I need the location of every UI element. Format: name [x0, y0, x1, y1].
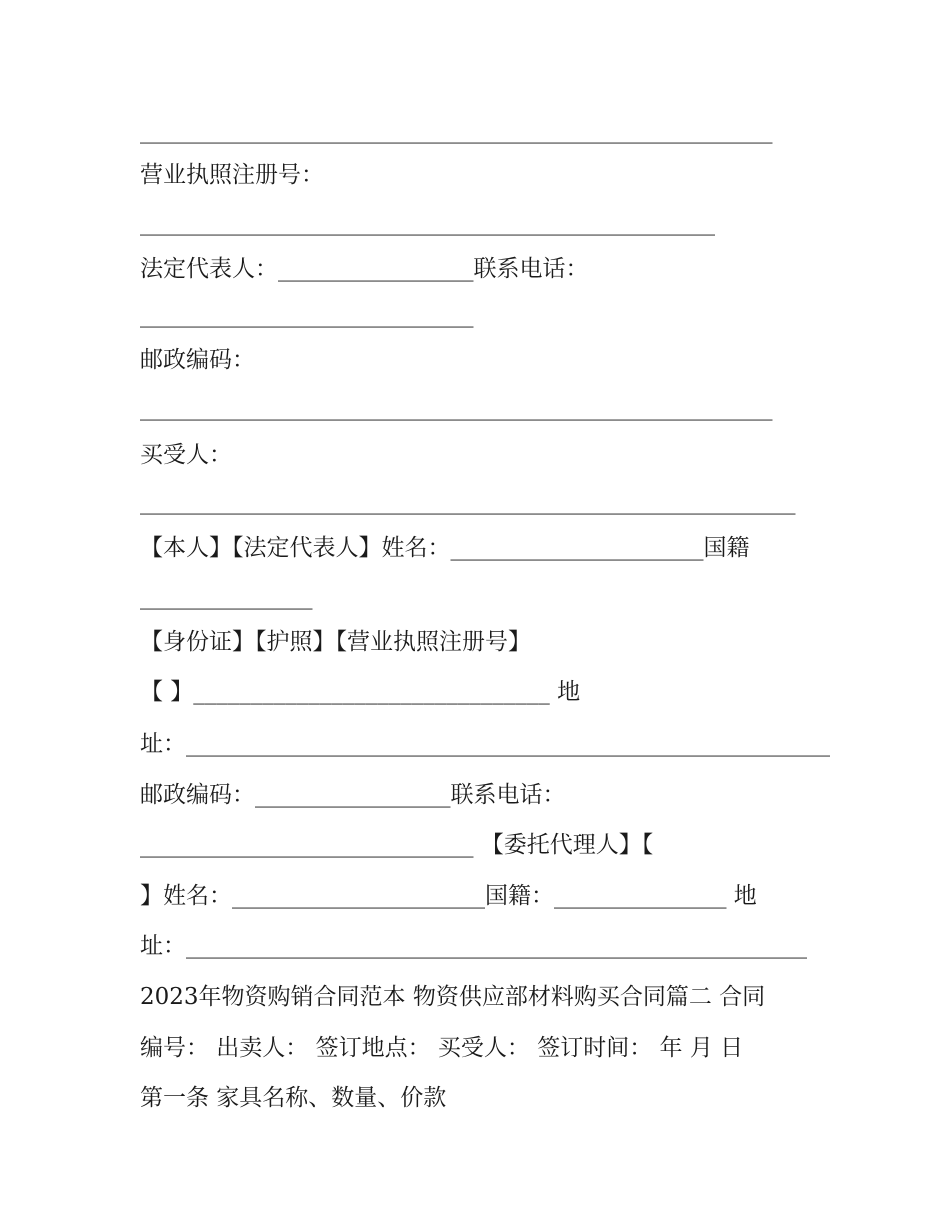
doc-line-15: 邮政编码：_________________联系电话：: [140, 782, 566, 808]
doc-line-3: __________________________________________________: [140, 210, 715, 236]
doc-line-18: 址：______________________________________________________: [140, 933, 807, 959]
doc-line-10: 【本人】【法定代表人】姓名：______________________国籍: [140, 535, 750, 561]
doc-line-11: _______________: [140, 584, 313, 610]
doc-line-1: _______________________________________________________: [140, 118, 773, 144]
doc-line-14: 址：________________________________________________________: [140, 731, 830, 757]
doc-line-6: 邮政编码：: [140, 347, 255, 373]
doc-line-20: 编号： 出卖人： 签订地点： 买受人： 签订时间： 年 月 日: [140, 1035, 744, 1061]
doc-line-16: _____________________________ 【委托代理人】【: [140, 832, 654, 858]
doc-line-4: 法定代表人：_________________联系电话：: [140, 256, 589, 282]
doc-line-17: 】姓名：______________________国籍：_______________ 地: [140, 883, 757, 909]
doc-line-5: _____________________________: [140, 302, 474, 328]
doc-line-2: 营业执照注册号：: [140, 162, 324, 188]
doc-line-19: 2023年物资购销合同范本 物资供应部材料购买合同篇二 合同: [140, 984, 766, 1010]
doc-line-12: 【身份证】【护照】【营业执照注册号】: [140, 629, 531, 655]
doc-line-21: 第一条 家具名称、数量、价款: [140, 1085, 447, 1111]
doc-line-13: 【 】_______________________________ 地: [140, 679, 581, 705]
doc-line-8: 买受人：: [140, 442, 232, 468]
doc-line-9: _________________________________________________________: [140, 489, 796, 515]
doc-line-7: _______________________________________________________: [140, 395, 773, 421]
